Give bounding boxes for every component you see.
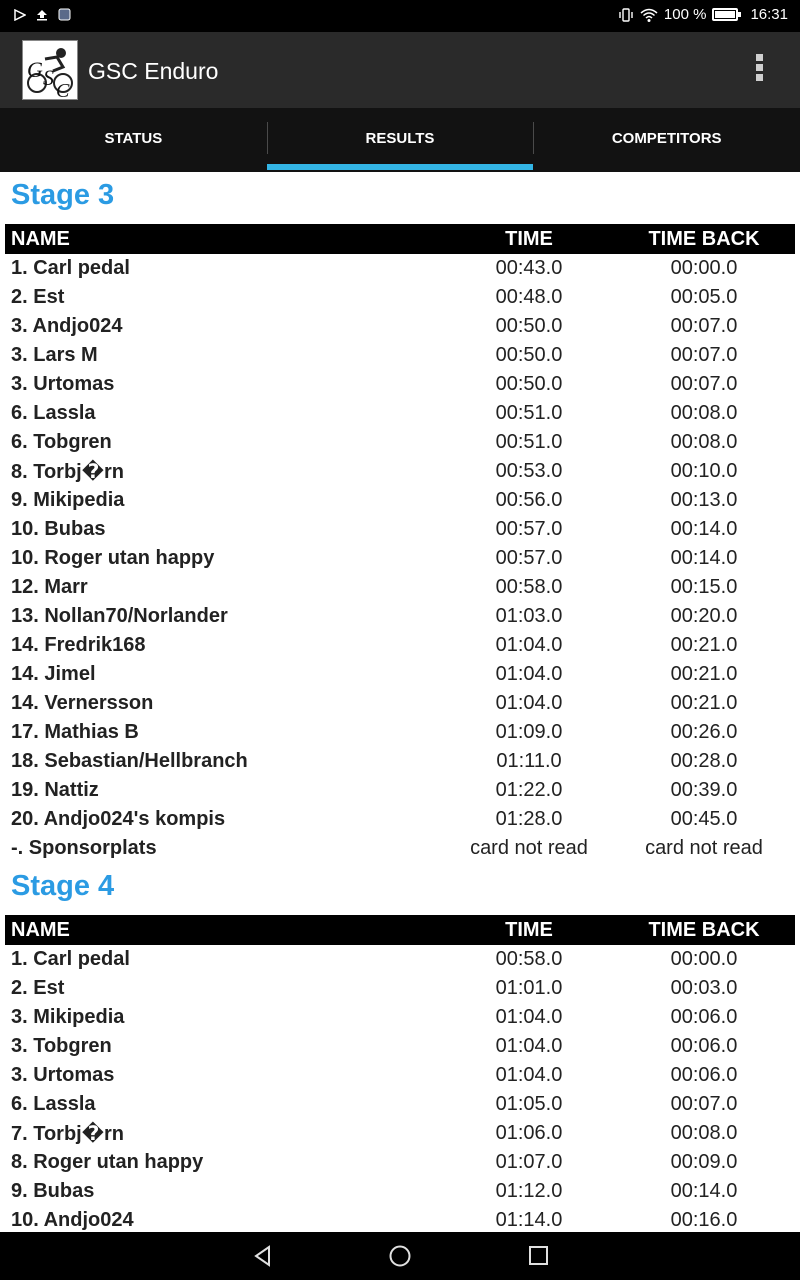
time-back: card not read	[645, 837, 763, 859]
time-back: 00:15.0	[670, 576, 738, 598]
competitor-name: 6. Tobgren	[11, 431, 112, 453]
competitor-name: 8. Roger utan happy	[11, 1151, 204, 1173]
table-row[interactable]	[5, 544, 795, 573]
competitor-name: 18. Sebastian/Hellbranch	[11, 750, 248, 772]
competitor-name: 13. Nollan70/Norlander	[11, 605, 228, 627]
stage-time: 01:28.0	[495, 808, 563, 830]
stage-section	[0, 172, 800, 863]
upload-icon	[36, 9, 48, 21]
stage-time: 01:04.0	[495, 1064, 563, 1086]
stage-time: 00:58.0	[495, 948, 563, 970]
table-row[interactable]	[5, 370, 795, 399]
table-row[interactable]	[5, 341, 795, 370]
competitor-name: 19. Nattiz	[11, 779, 99, 801]
table-row[interactable]	[5, 486, 795, 515]
play-store-icon	[14, 9, 26, 21]
gallery-icon	[58, 8, 71, 21]
table-row[interactable]	[5, 515, 795, 544]
table-row[interactable]	[5, 1148, 795, 1177]
time-back: 00:21.0	[670, 663, 738, 685]
time-back: 00:07.0	[670, 373, 738, 395]
competitor-name: 6. Lassla	[11, 1093, 96, 1115]
competitor-name: 14. Fredrik168	[11, 634, 146, 656]
stage-time: 00:56.0	[495, 489, 563, 511]
time-back: 00:20.0	[670, 605, 738, 627]
column-header-time: TIME	[505, 227, 553, 250]
stage-time: 00:50.0	[495, 344, 563, 366]
stage-time: 01:22.0	[495, 779, 563, 801]
competitor-name: 3. Urtomas	[11, 1064, 115, 1086]
battery-icon	[712, 8, 738, 21]
vibrate-icon	[618, 7, 634, 23]
stage-time: 01:04.0	[495, 663, 563, 685]
competitor-name: 17. Mathias B	[11, 721, 139, 743]
time-back: 00:10.0	[670, 460, 738, 482]
table-row[interactable]	[5, 660, 795, 689]
table-row[interactable]	[5, 1090, 795, 1119]
app-title: GSC Enduro	[88, 58, 219, 84]
competitor-name: 6. Lassla	[11, 402, 96, 424]
table-row[interactable]	[5, 1177, 795, 1206]
results-list[interactable]	[0, 172, 800, 1232]
competitor-name: 3. Tobgren	[11, 1035, 112, 1057]
table-row[interactable]	[5, 602, 795, 631]
tab-results[interactable]: RESULTS	[267, 108, 534, 172]
column-header-name: NAME	[11, 918, 70, 941]
table-row[interactable]	[5, 631, 795, 660]
table-row[interactable]	[5, 399, 795, 428]
stage-time: 01:09.0	[495, 721, 563, 743]
table-row[interactable]	[5, 457, 795, 486]
stage-time: 00:51.0	[495, 402, 563, 424]
table-row[interactable]	[5, 573, 795, 602]
svg-text:G: G	[27, 57, 43, 82]
wifi-icon	[640, 7, 658, 23]
battery-percent: 100 %	[663, 6, 707, 23]
stage-title: Stage 4	[11, 870, 115, 902]
time-back: 00:16.0	[670, 1209, 738, 1231]
stage-time: 00:57.0	[495, 518, 563, 540]
table-row[interactable]	[5, 776, 795, 805]
column-header-name: NAME	[11, 227, 70, 250]
navigation-bar	[0, 1232, 800, 1280]
stage-time: 01:01.0	[495, 977, 563, 999]
stage-time: 00:50.0	[495, 315, 563, 337]
table-row[interactable]	[5, 747, 795, 776]
stage-time: 00:57.0	[495, 547, 563, 569]
stage-time: 01:12.0	[495, 1180, 563, 1202]
svg-text:S: S	[43, 65, 54, 90]
time-back: 00:09.0	[670, 1151, 738, 1173]
time-back: 00:07.0	[670, 344, 738, 366]
competitor-name: -. Sponsorplats	[11, 837, 157, 859]
table-row[interactable]	[5, 718, 795, 747]
stages-container	[0, 172, 800, 1232]
column-header-time-back: TIME BACK	[648, 918, 760, 941]
stage-time: card not read	[470, 837, 588, 859]
stage-time: 00:43.0	[495, 257, 563, 279]
table-row[interactable]	[5, 945, 795, 974]
table-row[interactable]	[5, 834, 795, 863]
competitor-name: 10. Roger utan happy	[11, 547, 215, 569]
table-row[interactable]	[5, 312, 795, 341]
table-row[interactable]	[5, 805, 795, 834]
stage-time: 00:48.0	[495, 286, 563, 308]
competitor-name: 12. Marr	[11, 576, 88, 598]
competitor-name: 2. Est	[11, 286, 65, 308]
competitor-name: 14. Jimel	[11, 663, 96, 685]
competitor-name: 1. Carl pedal	[11, 257, 130, 279]
competitor-name: 8. Torbj�rn	[11, 461, 125, 483]
time-back: 00:07.0	[670, 1093, 738, 1115]
time-back: 00:08.0	[670, 431, 738, 453]
notification-icons	[14, 8, 71, 21]
back-icon[interactable]	[252, 1245, 274, 1267]
table-row[interactable]	[5, 1032, 795, 1061]
status-bar	[0, 0, 800, 32]
tab-status[interactable]: STATUS	[104, 130, 163, 147]
competitor-name: 20. Andjo024's kompis	[11, 808, 226, 830]
stage-time: 00:51.0	[495, 431, 563, 453]
time-back: 00:00.0	[670, 948, 738, 970]
time-back: 00:28.0	[670, 750, 738, 772]
home-icon[interactable]	[388, 1245, 412, 1267]
time-back: 00:45.0	[670, 808, 738, 830]
competitor-name: 10. Andjo024	[11, 1209, 134, 1231]
competitor-name: 7. Torbj�rn	[11, 1123, 125, 1145]
stage-time: 00:50.0	[495, 373, 563, 395]
stage-time: 01:11.0	[496, 750, 562, 772]
gsc-logo-icon	[23, 41, 77, 99]
stage-time: 01:04.0	[495, 1035, 563, 1057]
stage-time: 01:04.0	[495, 1006, 563, 1028]
table-row[interactable]	[5, 689, 795, 718]
table-header	[5, 915, 795, 945]
stage-time: 01:07.0	[495, 1151, 563, 1173]
time-back: 00:14.0	[670, 518, 738, 540]
competitor-name: 3. Urtomas	[11, 373, 115, 395]
stage-time: 01:05.0	[495, 1093, 563, 1115]
table-row[interactable]	[5, 1003, 795, 1032]
time-back: 00:05.0	[670, 286, 738, 308]
overflow-menu-icon[interactable]	[756, 54, 764, 86]
recents-icon[interactable]	[528, 1245, 550, 1267]
time-back: 00:07.0	[670, 315, 738, 337]
competitor-name: 3. Mikipedia	[11, 1006, 125, 1028]
table-row[interactable]	[5, 1206, 795, 1232]
time-back: 00:06.0	[670, 1064, 738, 1086]
stage-section	[0, 863, 800, 1232]
table-row[interactable]	[5, 283, 795, 312]
table-row[interactable]	[5, 254, 795, 283]
clock: 16:31	[750, 6, 788, 23]
competitor-name: 9. Bubas	[11, 1180, 95, 1202]
svg-text:C: C	[56, 80, 70, 99]
stage-time: 01:04.0	[495, 692, 563, 714]
competitor-name: 9. Mikipedia	[11, 489, 125, 511]
competitor-name: 10. Bubas	[11, 518, 106, 540]
time-back: 00:00.0	[670, 257, 738, 279]
time-back: 00:14.0	[670, 1180, 738, 1202]
competitor-name: 2. Est	[11, 977, 65, 999]
competitor-name: 1. Carl pedal	[11, 948, 130, 970]
tab-bar	[0, 108, 800, 172]
table-row[interactable]	[5, 1119, 795, 1148]
stage-title: Stage 3	[11, 179, 115, 211]
column-header-time-back: TIME BACK	[648, 227, 760, 250]
time-back: 00:39.0	[670, 779, 738, 801]
competitor-name: 3. Andjo024	[11, 315, 123, 337]
time-back: 00:06.0	[670, 1006, 738, 1028]
competitor-name: 14. Vernersson	[11, 692, 154, 714]
time-back: 00:08.0	[670, 1122, 738, 1144]
app-logo[interactable]	[22, 40, 78, 100]
table-header	[5, 224, 795, 254]
competitor-name: 3. Lars M	[11, 344, 98, 366]
time-back: 00:26.0	[670, 721, 738, 743]
time-back: 00:08.0	[670, 402, 738, 424]
stage-time: 00:53.0	[495, 460, 563, 482]
stage-time: 00:58.0	[495, 576, 563, 598]
time-back: 00:21.0	[670, 692, 738, 714]
table-row[interactable]	[5, 974, 795, 1003]
column-header-time: TIME	[505, 918, 553, 941]
stage-time: 01:14.0	[495, 1209, 563, 1231]
stage-time: 01:03.0	[495, 605, 563, 627]
time-back: 00:06.0	[670, 1035, 738, 1057]
time-back: 00:03.0	[670, 977, 738, 999]
table-row[interactable]	[5, 428, 795, 457]
table-row[interactable]	[5, 1061, 795, 1090]
time-back: 00:13.0	[670, 489, 738, 511]
action-bar	[0, 32, 800, 108]
stage-time: 01:06.0	[495, 1122, 563, 1144]
stage-time: 01:04.0	[495, 634, 563, 656]
tab-competitors[interactable]: COMPETITORS	[533, 108, 800, 172]
time-back: 00:14.0	[670, 547, 738, 569]
system-icons	[618, 6, 788, 23]
time-back: 00:21.0	[670, 634, 738, 656]
